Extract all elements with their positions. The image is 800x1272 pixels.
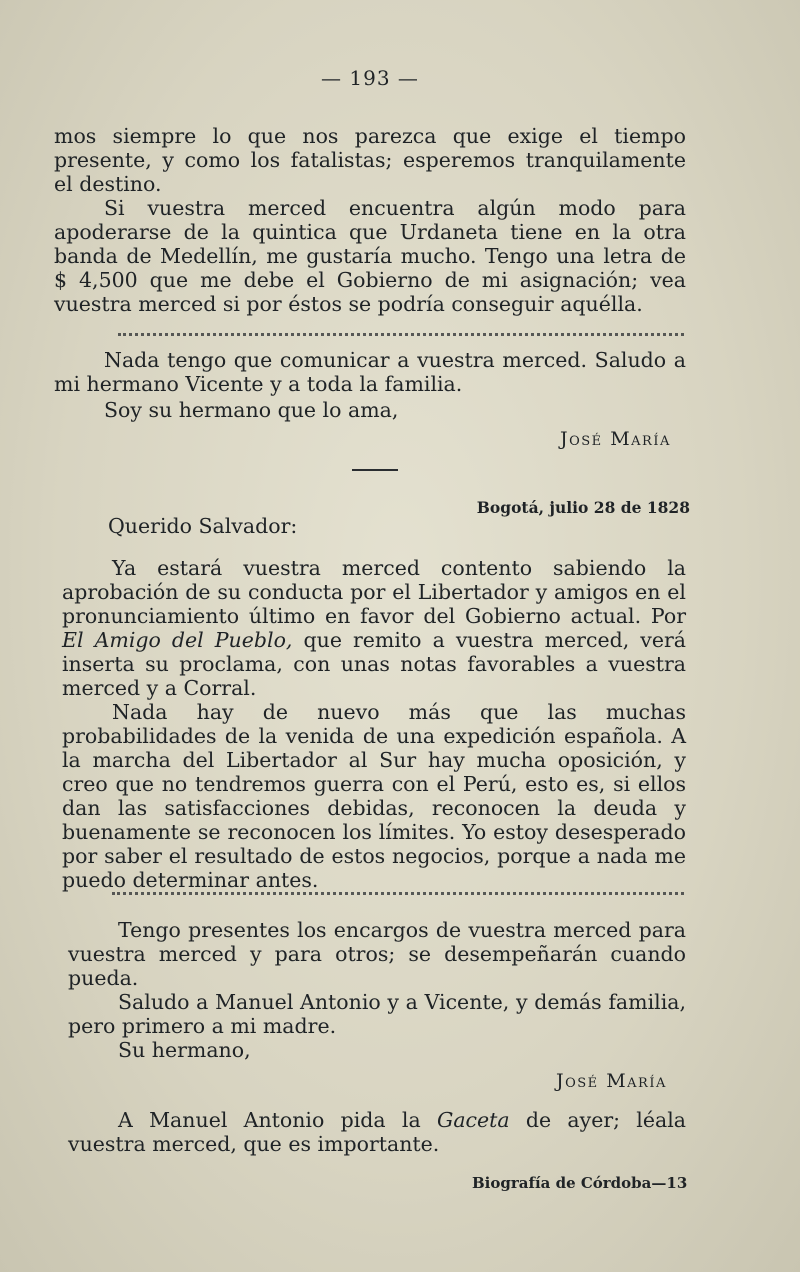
letter2-salutation: Querido Salvador: <box>108 514 298 538</box>
letter2-paragraph-5: Su hermano, <box>118 1038 251 1062</box>
postscript-end: de ayer; léala vuestra merced, que es importante. <box>68 1108 686 1156</box>
letter2-paragraph-1-end: que remito a vuestra merced, verá inserta su proclama, con unas notas favorables a vuestra merced y a Corral. <box>62 628 687 700</box>
postscript-start: A Manuel Antonio pida la <box>118 1108 437 1132</box>
newspaper-title: El Amigo del Pueblo, <box>62 628 293 652</box>
letter2-paragraph-1-start: Ya estará vuestra merced contento sabiendo la aprobación de su conducta por el Libertador y amigos en el pronunciamiento último en favor del Gobierno actual. Por <box>62 556 686 628</box>
letter2-body <box>62 556 686 892</box>
letter2-dateline: Bogotá, julio 28 de 1828 <box>476 498 690 517</box>
letter1-signature: José María <box>560 428 671 450</box>
letter2-paragraph-1 <box>62 556 686 700</box>
ellipsis-divider <box>118 333 684 338</box>
letter2-signature: José María <box>556 1070 667 1092</box>
letter2-closing <box>68 918 686 1062</box>
letter1-closing <box>54 348 686 422</box>
letter1-paragraph-3: Nada tengo que comunicar a vuestra merced. Saludo a mi hermano Vicente y a toda la familia. <box>54 348 686 396</box>
letter1-paragraph-4: Soy su hermano que lo ama, <box>104 398 399 422</box>
letter1-paragraph-2: Si vuestra merced encuentra algún modo para apoderarse de la quintica que Urdaneta tiene en la otra banda de Medellín, me gustaría mucho. Tengo una letra de $ 4,500 que me debe el Gobierno de mi asignación; vea vuestra merced si por éstos se podría conseguir aquélla. <box>54 196 686 316</box>
letter1-paragraph-1: mos siempre lo que nos parezca que exige el tiempo presente, y como los fatalistas; esperemos tranquilamente el destino. <box>54 124 686 196</box>
ellipsis-divider-2 <box>112 892 684 897</box>
postscript-paragraph <box>68 1108 686 1156</box>
letter1-body <box>54 124 686 316</box>
letter2-paragraph-4: Saludo a Manuel Antonio y a Vicente, y demás familia, pero primero a mi madre. <box>68 990 686 1038</box>
page-footer: Biografía de Córdoba—13 <box>472 1174 688 1192</box>
gazette-title: Gaceta <box>436 1108 510 1132</box>
letter2-paragraph-2: Nada hay de nuevo más que las muchas probabilidades de la venida de una expedición española. A la marcha del Libertador al Sur hay mucha oposición, y creo que no tendremos guerra con el Perú, esto es, si ellos dan las satisfacciones debidas, reconocen la deuda y buenamente se reconocen los límites. Yo estoy desesperado por saber el resultado de estos negocios, porque a nada me puedo determinar antes. <box>62 700 686 892</box>
page-number: — 193 — <box>321 66 419 90</box>
postscript <box>68 1108 686 1156</box>
letter2-paragraph-3: Tengo presentes los encargos de vuestra merced para vuestra merced y para otros; se desempeñarán cuando pueda. <box>68 918 686 990</box>
section-rule <box>352 469 398 471</box>
